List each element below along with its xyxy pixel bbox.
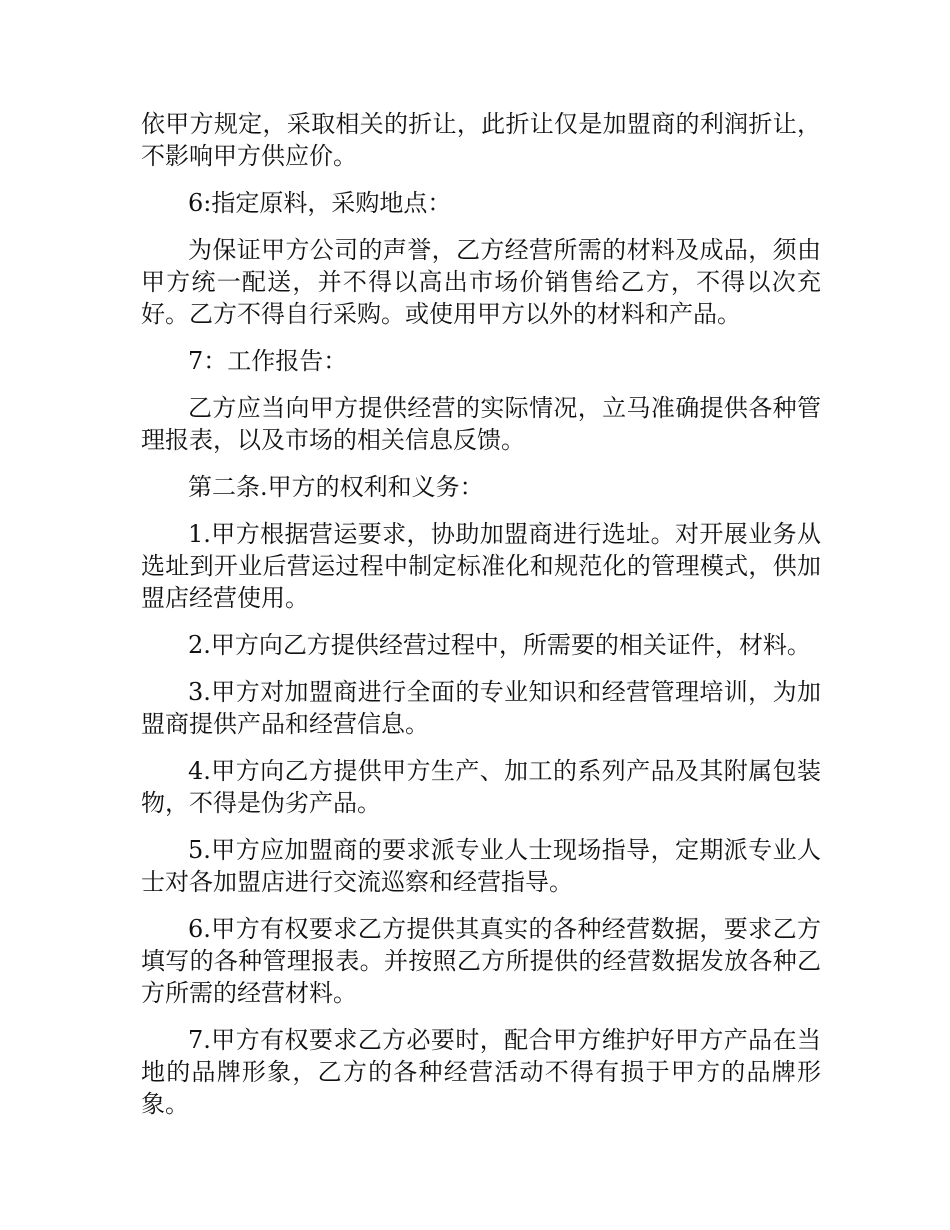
paragraph-materials: 为保证甲方公司的声誉，乙方经营所需的材料及成品，须由甲方统一配送，并不得以高出市场价销售给乙方，不得以次充好。乙方不得自行采购。或使用甲方以外的材料和产品。 <box>141 236 821 328</box>
heading-work-report: 7：工作报告： <box>188 347 348 375</box>
clause-5: 5.甲方应加盟商的要求派专业人士现场指导，定期派专业人士对各加盟店进行交流巡察和经营指导。 <box>141 836 821 896</box>
clause-7: 7.甲方有权要求乙方必要时，配合甲方维护好甲方产品在当地的品牌形象，乙方的各种经营活动不得有损于甲方的品牌形象。 <box>141 1026 821 1118</box>
clause-3: 3.甲方对加盟商进行全面的专业知识和经营管理培训，为加盟商提供产品和经营信息。 <box>141 678 821 738</box>
heading-designated-materials: 6:指定原料，采购地点： <box>188 189 452 217</box>
paragraph-continuation: 依甲方规定，采取相关的折让，此折让仅是加盟商的利润折让，不影响甲方供应价。 <box>141 110 821 170</box>
clause-6: 6.甲方有权要求乙方提供其真实的各种经营数据，要求乙方填写的各种管理报表。并按照乙方所提供的经营数据发放各种乙方所需的经营材料。 <box>141 915 821 1007</box>
document-body <box>141 108 821 1135</box>
clause-1: 1.甲方根据营运要求，协助加盟商进行选址。对开展业务从选址到开业后营运过程中制定标准化和规范化的管理模式，供加盟店经营使用。 <box>141 520 821 612</box>
clause-2: 2.甲方向乙方提供经营过程中，所需要的相关证件，材料。 <box>188 631 811 659</box>
paragraph-work-report: 乙方应当向甲方提供经营的实际情况，立马准确提供各种管理报表，以及市场的相关信息反馈。 <box>141 394 821 454</box>
heading-article-two: 第二条.甲方的权利和义务： <box>188 473 484 501</box>
clause-4: 4.甲方向乙方提供甲方生产、加工的系列产品及其附属包装物，不得是伪劣产品。 <box>141 757 821 817</box>
